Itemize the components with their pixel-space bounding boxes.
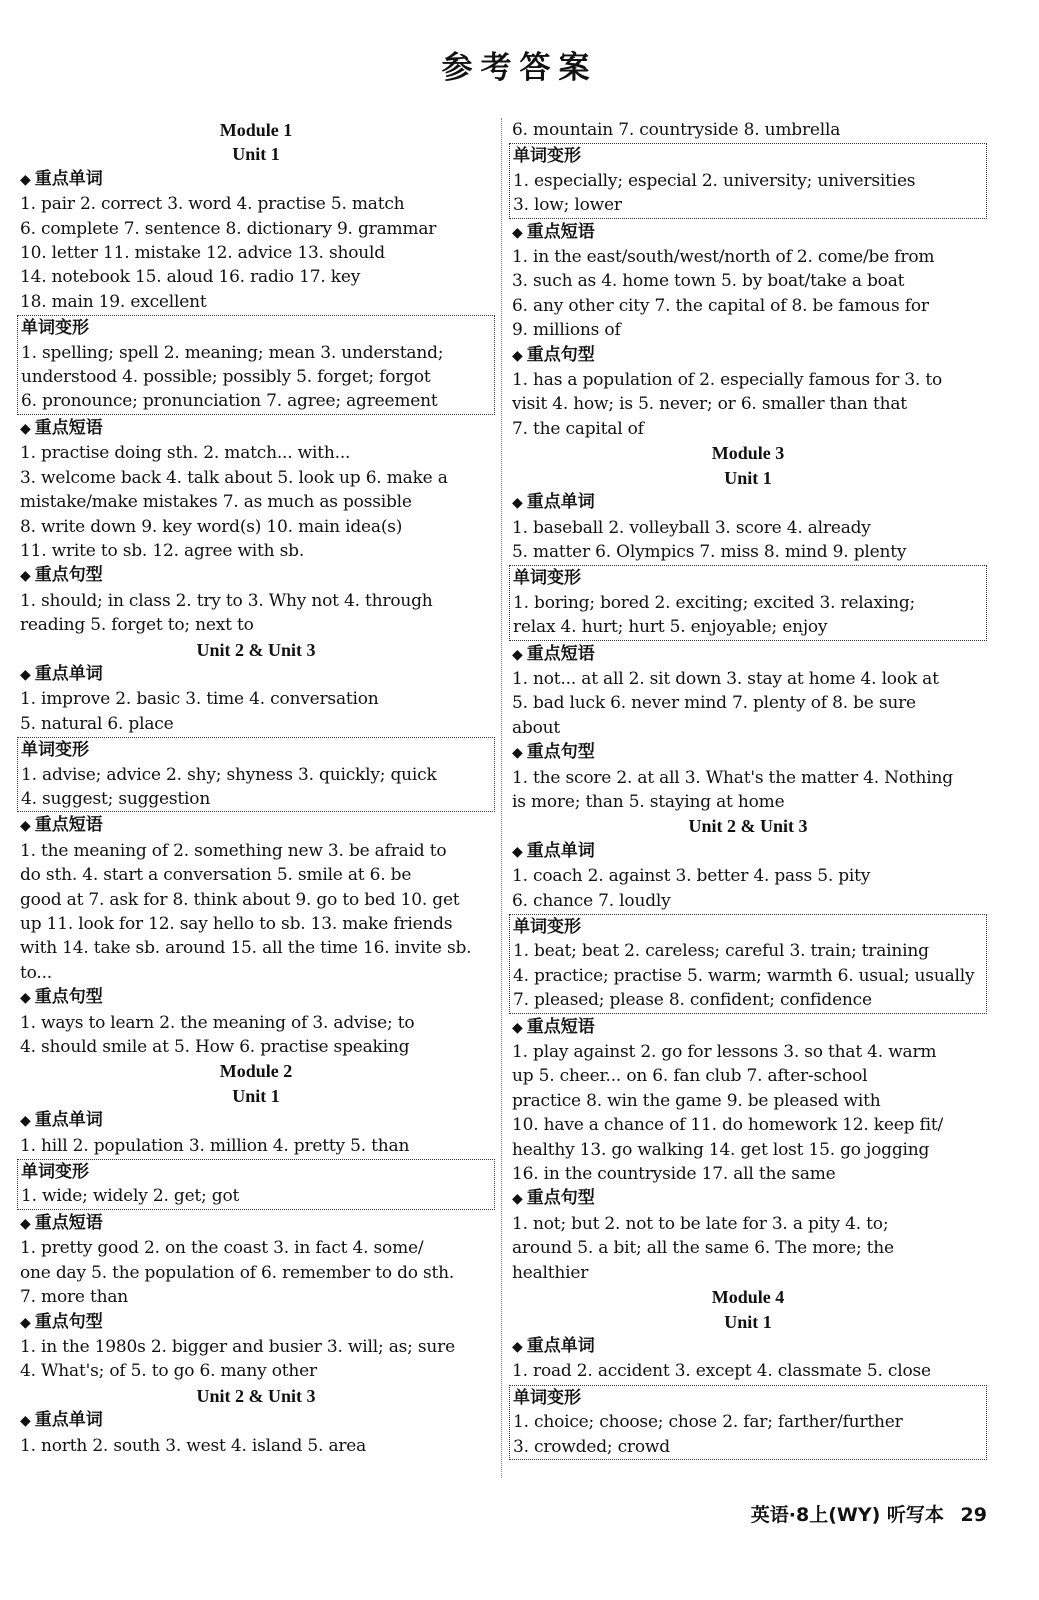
- footer-subject: 英语·8上(WY): [750, 1504, 881, 1526]
- diamond-bullet-icon: ◆: [20, 1413, 31, 1430]
- answer-line: practice 8. win the game 9. be pleased with: [512, 1090, 881, 1111]
- section-heading-label: 重点短语: [34, 1212, 103, 1233]
- answer-line: 1. improve 2. basic 3. time 4. conversation: [20, 689, 379, 710]
- diamond-bullet-icon: ◆: [512, 347, 523, 364]
- answer-line: 1. the score 2. at all 3. What's the matter 4. Nothing: [512, 767, 953, 788]
- section-heading-label: 重点单词: [526, 840, 595, 861]
- word-forms-line: 3. crowded; crowd: [513, 1436, 670, 1457]
- word-forms-box: [509, 1385, 987, 1460]
- answer-line: healthier: [512, 1262, 589, 1283]
- answer-line: 1. play against 2. go for lessons 3. so that 4. warm: [512, 1042, 937, 1063]
- diamond-bullet-icon: ◆: [20, 1314, 31, 1331]
- diamond-bullet-icon: ◆: [20, 568, 31, 585]
- answer-line: 1. in the 1980s 2. bigger and busier 3. will; as; sure: [20, 1336, 455, 1357]
- word-forms-line: 1. advise; advice 2. shy; shyness 3. quickly; quick: [21, 764, 437, 785]
- section-heading-label: 重点句型: [526, 344, 595, 365]
- unit-title: Unit 2 & Unit 3: [196, 639, 316, 660]
- unit-title: Unit 1: [724, 467, 772, 488]
- diamond-bullet-icon: ◆: [20, 666, 31, 683]
- section-heading-label: 重点单词: [34, 663, 103, 684]
- answer-line: 10. have a chance of 11. do homework 12. keep fit/: [512, 1115, 943, 1136]
- section-heading-label: 重点短语: [526, 1016, 595, 1037]
- answer-line: 1. pair 2. correct 3. word 4. practise 5. match: [20, 194, 405, 215]
- answer-line: to...: [20, 962, 52, 983]
- unit-title: Unit 2 & Unit 3: [196, 1385, 316, 1406]
- word-forms-box: [17, 1159, 495, 1210]
- answer-line: about: [512, 717, 561, 738]
- answer-line: healthy 13. go walking 14. get lost 15. go jogging: [512, 1139, 930, 1160]
- right-column: [512, 118, 984, 1461]
- word-forms-line: 1. wide; widely 2. get; got: [21, 1186, 240, 1207]
- word-forms-box-title: 单词变形: [21, 318, 89, 339]
- section-heading: [20, 167, 492, 192]
- section-heading: [20, 662, 492, 687]
- answer-line: 3. welcome back 4. talk about 5. look up 6. make a: [20, 467, 448, 488]
- word-forms-box-title: 单词变形: [513, 146, 581, 167]
- module-title: Module 2: [219, 1061, 293, 1082]
- section-heading-label: 重点句型: [34, 987, 103, 1008]
- answer-line: 1. coach 2. against 3. better 4. pass 5. pity: [512, 866, 871, 887]
- answer-line: visit 4. how; is 5. never; or 6. smaller than that: [512, 394, 907, 415]
- word-forms-line: 1. choice; choose; chose 2. far; farther/further: [513, 1412, 903, 1433]
- answer-line: 1. in the east/south/west/north of 2. come/be from: [512, 247, 935, 268]
- word-forms-line: 4. practice; practise 5. warm; warmth 6. usual; usually: [513, 965, 975, 986]
- section-heading: [20, 1310, 492, 1335]
- section-heading-label: 重点句型: [526, 1188, 595, 1209]
- section-heading: [512, 343, 984, 368]
- section-heading-label: 重点短语: [526, 221, 595, 242]
- diamond-bullet-icon: ◆: [512, 1191, 523, 1208]
- answer-line: 18. main 19. excellent: [20, 291, 207, 312]
- answer-line: 1. should; in class 2. try to 3. Why not 4. through: [20, 590, 433, 611]
- word-forms-line: 1. especially; especial 2. university; universities: [513, 170, 916, 191]
- answer-line: 11. write to sb. 12. agree with sb.: [20, 540, 305, 561]
- answer-line: 1. pretty good 2. on the coast 3. in fact 4. some/: [20, 1238, 424, 1259]
- section-heading-label: 重点单词: [34, 1110, 103, 1131]
- section-heading: [512, 220, 984, 245]
- answer-line: 5. natural 6. place: [20, 713, 174, 734]
- section-heading-label: 重点短语: [34, 815, 103, 836]
- section-heading: [20, 563, 492, 588]
- answer-line: good at 7. ask for 8. think about 9. go to bed 10. get: [20, 889, 460, 910]
- answer-line: is more; than 5. staying at home: [512, 791, 785, 812]
- section-heading-label: 重点单词: [34, 168, 103, 189]
- answer-line: 14. notebook 15. aloud 16. radio 17. key: [20, 267, 361, 288]
- answer-line: 1. baseball 2. volleyball 3. score 4. already: [512, 517, 871, 538]
- answer-line: one day 5. the population of 6. remember to do sth.: [20, 1262, 455, 1283]
- word-forms-box-title: 单词变形: [21, 740, 89, 761]
- section-heading: [512, 839, 984, 864]
- section-heading-label: 重点单词: [34, 1410, 103, 1431]
- diamond-bullet-icon: ◆: [20, 420, 31, 437]
- unit-title: Unit 1: [724, 1311, 772, 1332]
- column-divider: [501, 118, 502, 1478]
- answer-line: 1. north 2. south 3. west 4. island 5. area: [20, 1435, 367, 1456]
- answer-line: with 14. take sb. around 15. all the time 16. invite sb.: [20, 938, 472, 959]
- answer-line: 10. letter 11. mistake 12. advice 13. should: [20, 243, 385, 264]
- diamond-bullet-icon: ◆: [512, 745, 523, 762]
- word-forms-box: [509, 565, 987, 640]
- diamond-bullet-icon: ◆: [20, 1113, 31, 1130]
- section-heading-label: 重点单词: [526, 1335, 595, 1356]
- section-heading: [20, 985, 492, 1010]
- answer-line: 1. the meaning of 2. something new 3. be afraid to: [20, 840, 447, 861]
- diamond-bullet-icon: ◆: [512, 224, 523, 241]
- answer-line: mistake/make mistakes 7. as much as possible: [20, 492, 412, 513]
- module-title: Module 4: [711, 1287, 785, 1308]
- answer-line: 6. complete 7. sentence 8. dictionary 9. grammar: [20, 218, 437, 239]
- word-forms-box-title: 单词变形: [21, 1162, 89, 1183]
- section-heading-label: 重点短语: [526, 643, 595, 664]
- word-forms-line: 1. spelling; spell 2. meaning; mean 3. understand;: [21, 342, 444, 363]
- answer-line: 6. mountain 7. countryside 8. umbrella: [512, 120, 841, 140]
- section-heading: [512, 642, 984, 667]
- page-number: 29: [960, 1504, 987, 1526]
- answer-line: 4. should smile at 5. How 6. practise speaking: [20, 1037, 410, 1058]
- section-heading: [512, 1186, 984, 1211]
- answer-line: 5. bad luck 6. never mind 7. plenty of 8. be sure: [512, 693, 916, 714]
- answer-line: 5. matter 6. Olympics 7. miss 8. mind 9. plenty: [512, 541, 907, 562]
- diamond-bullet-icon: ◆: [20, 171, 31, 188]
- word-forms-box: [509, 914, 987, 1014]
- section-heading: [512, 740, 984, 765]
- answer-line: up 5. cheer... on 6. fan club 7. after-school: [512, 1066, 868, 1087]
- page-footer: [751, 1500, 987, 1527]
- diamond-bullet-icon: ◆: [20, 818, 31, 835]
- answer-line: 1. not; but 2. not to be late for 3. a pity 4. to;: [512, 1213, 889, 1234]
- section-heading-label: 重点句型: [34, 565, 103, 586]
- section-heading: [512, 490, 984, 515]
- section-heading: [20, 416, 492, 441]
- section-heading-label: 重点句型: [526, 742, 595, 763]
- answer-line: 1. not... at all 2. sit down 3. stay at home 4. look at: [512, 668, 939, 689]
- word-forms-box-title: 单词变形: [513, 1387, 581, 1408]
- section-heading: [512, 1015, 984, 1040]
- word-forms-line: 1. boring; bored 2. exciting; excited 3. relaxing;: [513, 592, 916, 613]
- answer-line: around 5. a bit; all the same 6. The more; the: [512, 1238, 894, 1259]
- diamond-bullet-icon: ◆: [512, 1019, 523, 1036]
- answer-line: 7. the capital of: [512, 418, 644, 439]
- answer-line: do sth. 4. start a conversation 5. smile at 6. be: [20, 865, 412, 886]
- answer-line: 16. in the countryside 17. all the same: [512, 1164, 836, 1185]
- word-forms-box: [17, 315, 495, 415]
- word-forms-line: 3. low; lower: [513, 195, 622, 216]
- unit-title: Unit 1: [232, 1085, 280, 1106]
- word-forms-box-title: 单词变形: [513, 568, 581, 589]
- module-title: Module 3: [711, 443, 785, 464]
- word-forms-line: 1. beat; beat 2. careless; careful 3. train; training: [513, 941, 929, 962]
- answer-line: 3. such as 4. home town 5. by boat/take a boat: [512, 271, 905, 292]
- word-forms-box-title: 单词变形: [513, 917, 581, 937]
- section-heading-label: 重点单词: [526, 492, 595, 513]
- word-forms-line: 4. suggest; suggestion: [21, 788, 211, 809]
- page-title: 参考答案: [441, 50, 598, 86]
- answer-line: 1. road 2. accident 3. except 4. classmate 5. close: [512, 1361, 931, 1382]
- left-column: [20, 118, 492, 1458]
- answer-line: reading 5. forget to; next to: [20, 615, 254, 636]
- diamond-bullet-icon: ◆: [512, 1338, 523, 1355]
- answer-line: 9. millions of: [512, 320, 621, 341]
- word-forms-box: [17, 737, 495, 812]
- answer-line: 6. chance 7. loudly: [512, 890, 671, 911]
- section-heading: [20, 1408, 492, 1433]
- answer-line: up 11. look for 12. say hello to sb. 13. make friends: [20, 914, 453, 934]
- word-forms-box: [509, 143, 987, 218]
- diamond-bullet-icon: ◆: [20, 1215, 31, 1232]
- diamond-bullet-icon: ◆: [512, 495, 523, 512]
- answer-line: 1. has a population of 2. especially famous for 3. to: [512, 370, 943, 391]
- answer-line: 8. write down 9. key word(s) 10. main idea(s): [20, 516, 403, 537]
- footer-book: 听写本: [886, 1504, 944, 1526]
- section-heading-label: 重点句型: [34, 1311, 103, 1332]
- unit-title: Unit 2 & Unit 3: [688, 816, 808, 837]
- diamond-bullet-icon: ◆: [512, 843, 523, 860]
- word-forms-line: understood 4. possible; possibly 5. forget; forgot: [21, 367, 431, 388]
- section-heading: [20, 813, 492, 838]
- section-heading: [20, 1108, 492, 1133]
- diamond-bullet-icon: ◆: [512, 646, 523, 663]
- answer-line: 4. What's; of 5. to go 6. many other: [20, 1361, 317, 1382]
- answer-line: 1. practise doing sth. 2. match... with...: [20, 443, 351, 464]
- diamond-bullet-icon: ◆: [20, 990, 31, 1007]
- section-heading: [512, 1334, 984, 1359]
- unit-title: Unit 1: [232, 144, 280, 165]
- section-heading-label: 重点短语: [34, 417, 103, 438]
- word-forms-line: relax 4. hurt; hurt 5. enjoyable; enjoy: [513, 617, 828, 638]
- answer-line: 7. more than: [20, 1287, 129, 1308]
- answer-line: 1. hill 2. population 3. million 4. pretty 5. than: [20, 1135, 410, 1156]
- section-heading: [20, 1211, 492, 1236]
- answer-line: 1. ways to learn 2. the meaning of 3. advise; to: [20, 1012, 415, 1033]
- word-forms-line: 7. pleased; please 8. confident; confidence: [513, 990, 872, 1011]
- answer-line: 6. any other city 7. the capital of 8. be famous for: [512, 295, 929, 316]
- word-forms-line: 6. pronounce; pronunciation 7. agree; agreement: [21, 391, 438, 412]
- module-title: Module 1: [219, 120, 293, 140]
